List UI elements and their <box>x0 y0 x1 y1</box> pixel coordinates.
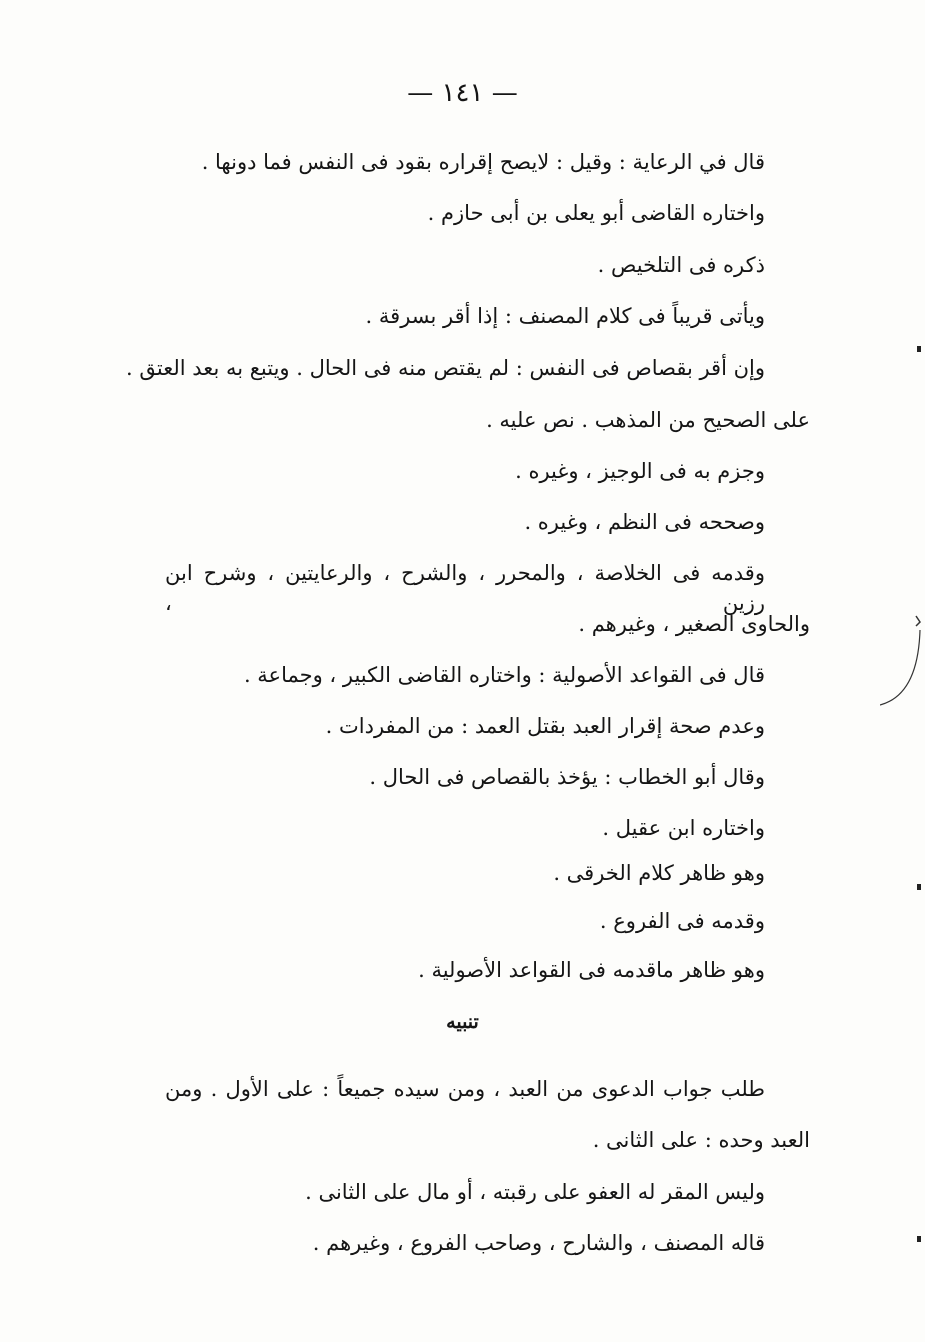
text-line: وهو ظاهر كلام الخرقى . <box>553 861 765 885</box>
text-line: واختاره ابن عقيل . <box>602 816 765 840</box>
text-line: قاله المصنف ، والشارح ، وصاحب الفروع ، وغيرهم . <box>312 1231 765 1255</box>
text-line: قال فى القواعد الأصولية : واختاره القاضى الكبير ، وجماعة . <box>243 663 765 687</box>
section-heading: تنبيه <box>446 1011 479 1033</box>
text-line: العبد وحده : على الثانى . <box>592 1128 810 1152</box>
margin-mark <box>917 884 921 890</box>
text-line: ذكره فى التلخيص . <box>597 253 765 277</box>
margin-mark <box>917 1236 921 1242</box>
text-line: وقدمه فى الفروع . <box>599 909 765 933</box>
text-line: وقدمه فى الخلاصة ، والمحرر ، والشرح ، والرعايتين ، وشرح ابن رزين ، <box>165 561 765 615</box>
text-line: وهو ظاهر ماقدمه فى القواعد الأصولية . <box>418 958 765 982</box>
text-line: على الصحيح من المذهب . نص عليه . <box>486 408 810 432</box>
margin-mark <box>917 346 921 352</box>
page-number: — ١٤١ — <box>407 78 518 108</box>
text-line: وإن أقر بقصاص فى النفس : لم يقتص منه فى الحال . ويتبع به بعد العتق . <box>126 356 765 380</box>
text-line: وجزم به فى الوجيز ، وغيره . <box>515 459 765 483</box>
text-line: طلب جواب الدعوى من العبد ، ومن سيده جميعاً : على الأول . ومن <box>165 1077 765 1101</box>
text-line: وليس المقر له العفو على رقبته ، أو مال على الثانى . <box>305 1180 765 1204</box>
page-edge-curve <box>880 600 925 720</box>
text-line: واختاره القاضى أبو يعلى بن أبى حازم . <box>427 201 765 225</box>
text-line: وقال أبو الخطاب : يؤخذ بالقصاص فى الحال . <box>369 765 765 789</box>
text-line: قال في الرعاية : وقيل : لايصح إقراره بقود فى النفس فما دونها . <box>201 150 765 174</box>
text-line: وعدم صحة إقرار العبد بقتل العمد : من المفردات . <box>325 714 765 738</box>
text-line: وصححه فى النظم ، وغيره . <box>524 510 765 534</box>
text-line: والحاوى الصغير ، وغيرهم . <box>578 612 810 636</box>
text-line: ويأتى قريباً فى كلام المصنف : إذا أقر بسرقة . <box>365 304 765 328</box>
